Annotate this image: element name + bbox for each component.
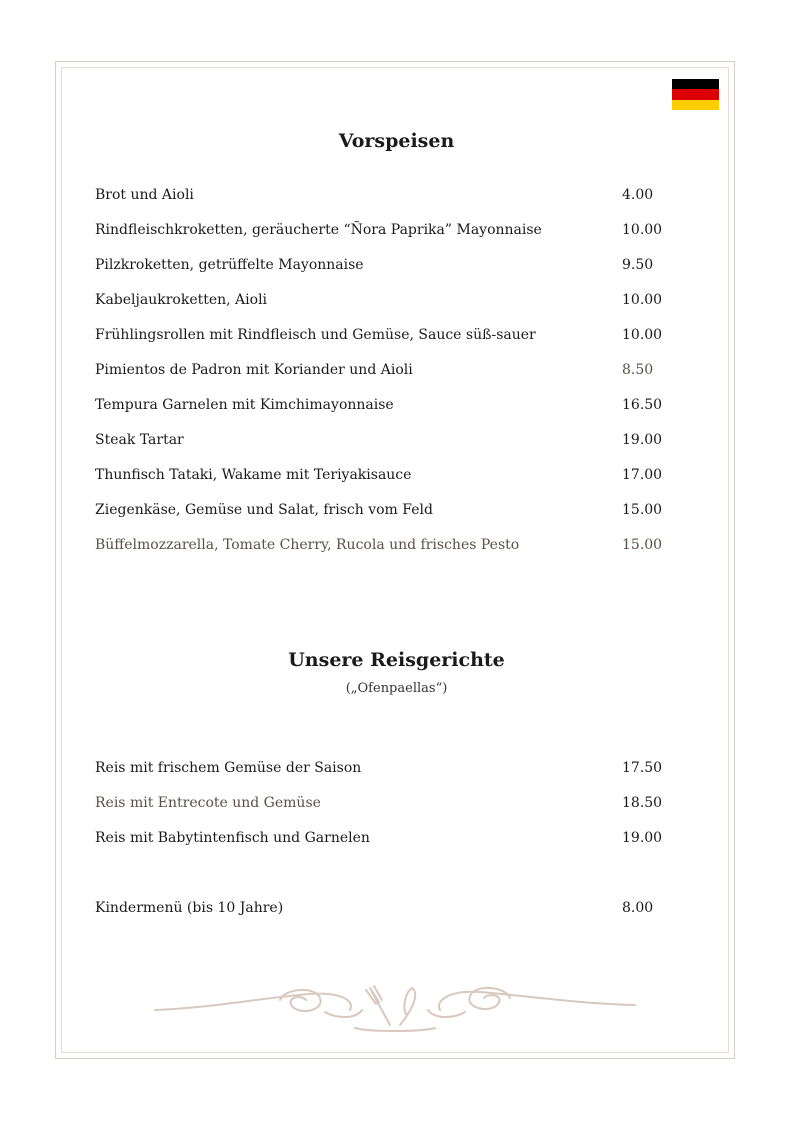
menu-item bbox=[95, 537, 695, 557]
menu-item bbox=[95, 257, 695, 277]
item-name: Frühlingsrollen mit Rindfleisch und Gemüse, Sauce süß-sauer bbox=[95, 327, 536, 343]
item-price: 9.50 bbox=[622, 257, 654, 273]
item-name: Reis mit Babytintenfisch und Garnelen bbox=[95, 830, 370, 846]
menu-item bbox=[95, 830, 695, 850]
menu-item bbox=[95, 327, 695, 347]
menu-item bbox=[95, 362, 695, 382]
item-name: Pimientos de Padron mit Koriander und Aioli bbox=[95, 362, 413, 378]
menu-item bbox=[95, 795, 695, 815]
menu-item bbox=[95, 467, 695, 487]
item-name: Rindfleischkroketten, geräucherte “Ñora Paprika” Mayonnaise bbox=[95, 222, 542, 238]
menu-item bbox=[95, 760, 695, 780]
menu-item bbox=[95, 432, 695, 452]
item-price: 19.00 bbox=[622, 830, 663, 846]
item-name: Steak Tartar bbox=[95, 432, 184, 448]
item-name: Ziegenkäse, Gemüse und Salat, frisch vom Feld bbox=[95, 502, 433, 518]
item-price: 8.50 bbox=[622, 362, 654, 378]
german-flag-icon[interactable] bbox=[672, 79, 719, 110]
item-price: 10.00 bbox=[622, 292, 663, 308]
kids-menu-item bbox=[95, 900, 695, 920]
item-price: 15.00 bbox=[622, 537, 663, 553]
menu-item bbox=[95, 187, 695, 207]
menu-item bbox=[95, 397, 695, 417]
starters-heading: Vorspeisen bbox=[338, 130, 455, 152]
item-price: 10.00 bbox=[622, 222, 663, 238]
item-name: Reis mit Entrecote und Gemüse bbox=[95, 795, 321, 811]
item-name: Tempura Garnelen mit Kimchimayonnaise bbox=[95, 397, 394, 413]
rice-heading: Unsere Reisgerichte bbox=[288, 649, 505, 671]
item-price: 17.00 bbox=[622, 467, 663, 483]
item-name: Brot und Aioli bbox=[95, 187, 194, 203]
item-name: Kindermenü (bis 10 Jahre) bbox=[95, 900, 284, 916]
item-name: Büffelmozzarella, Tomate Cherry, Rucola und frisches Pesto bbox=[95, 537, 520, 553]
item-name: Reis mit frischem Gemüse der Saison bbox=[95, 760, 362, 776]
item-price: 16.50 bbox=[622, 397, 663, 413]
item-price: 17.50 bbox=[622, 760, 663, 776]
item-price: 10.00 bbox=[622, 327, 663, 343]
cutlery-ornament-icon bbox=[150, 980, 640, 1035]
menu-item bbox=[95, 222, 695, 242]
menu-item bbox=[95, 292, 695, 312]
item-name: Thunfisch Tataki, Wakame mit Teriyakisauce bbox=[95, 467, 412, 483]
item-price: 4.00 bbox=[622, 187, 654, 203]
item-name: Pilzkroketten, getrüffelte Mayonnaise bbox=[95, 257, 364, 273]
item-price: 19.00 bbox=[622, 432, 663, 448]
menu-item bbox=[95, 502, 695, 522]
item-price: 18.50 bbox=[622, 795, 663, 811]
item-price: 15.00 bbox=[622, 502, 663, 518]
item-price: 8.00 bbox=[622, 900, 654, 916]
item-name: Kabeljaukroketten, Aioli bbox=[95, 292, 268, 308]
rice-subtitle: („Ofenpaellas“) bbox=[345, 681, 448, 696]
